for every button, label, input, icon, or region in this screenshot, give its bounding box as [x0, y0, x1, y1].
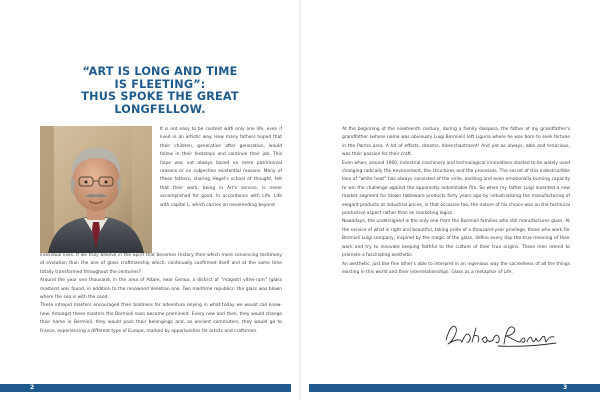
- left-intro-column: [160, 126, 282, 253]
- headline-line-2: IS FLEETING”:: [114, 77, 206, 91]
- page-gutter: [299, 0, 301, 400]
- body-paragraph: These intrepid masters encouraged their boldness for adventure relying in what today we would call know-how. Amongst these masters the Bormioli soon became prominent. Every now and then, they would change their name in Bormioli, they would pack their belongings and, as ancient commuters, they would go to France, experiencing a different type of Europe, marked by opportunities for artists and craftsmen.: [40, 303, 282, 334]
- page-headline: [40, 66, 280, 116]
- footer-bar-left: [0, 384, 291, 392]
- headline-line-1: “ART IS LONG AND TIME: [82, 65, 238, 78]
- body-paragraph: At the beginning of the nineteenth century, during a family diaspora, the father of my grandfather's grandfather (whose name was obviously Luigi Bormioli) left Liguria where he was born to seek fortune in the Parma area. A lot of efforts, dreams, disenchantment! And yet as always, able and tenacious, was their passion for their craft.: [342, 127, 570, 158]
- body-paragraph: Even when, around 1900, industrial machinery and technological innovations started to be widely used changing radically the environment, the structures and the processes. The secret of this indestructible love of “white heat” has always consisted of the virile, exciting and even emotionally burning capacity to win the challenge against the apparently indomitable fire. So when my father Luigi invented a new market segment for blown tableware products forty years ago by industrializing the manufacturing of elegant products at industrial prices, in that occasion too, the nature of his choice was on the technical productive aspect rather than on marketing logics.: [342, 160, 570, 217]
- page-number-right: 3: [563, 384, 568, 391]
- left-body-text: [40, 252, 282, 338]
- body-paragraph: Nowadays, the undersigned is the only one from the Bormioli families who still manufactures glass. At the service of what is right and beautiful, taking pride of a thousand-year privilege, those who work for Bormioli Luigi company, inspired by the magic of the glass, define every day the true meaning of their work and try to innovate keeping faithful to the culture of their true origins. These men intend to promote a fascinating aesthetic.: [342, 219, 570, 259]
- body-paragraph: individual lives. If we truly believe in the Spirit that becomes History then which more convincing testimony of evolution than the one of glass craftmanship which, continually confirmed itself and at the same time totally transformed throughout the centuries?: [40, 253, 282, 275]
- body-paragraph: An aesthetic, just like fine other's able to interpret in an ingenious way the sacredness of all the things existing in this world and their interrelationships: Glass as a metaphor of Life.: [342, 261, 570, 275]
- headline-line-4: LONGFELLOW.: [114, 102, 206, 116]
- body-paragraph: Around the year one thousand, in the area of Altare, near Genoa, a district of “magistri vitrei-rum” (glass masters) was found, in addition to the renowned Venetian one. Two maritime republics: the glass was blown where the sea is with the sand.: [40, 278, 282, 301]
- page-number-left: 2: [30, 384, 35, 391]
- right-body-text: [342, 126, 570, 298]
- portrait-photo: [40, 126, 152, 253]
- headline-line-3: THUS SPOKE THE GREAT: [81, 90, 239, 104]
- handwritten-signature: [440, 320, 560, 350]
- footer-bar-right: [309, 384, 600, 392]
- intro-paragraph: It is not easy to be content with only one life, even if lived in an artistic way. How many fathers hoped that their children, generation after generation, would follow in their footsteps and continue their job. This hope was not always based on mere patrimonial reasons or on subjective existential reasons. Many of these fathers, sharing Hegel's school of thought, felt that their work, being in Art's service, is never accomplished for good. In accordance with Life, Life with capital L, which carries on neverending beyond: [160, 127, 282, 208]
